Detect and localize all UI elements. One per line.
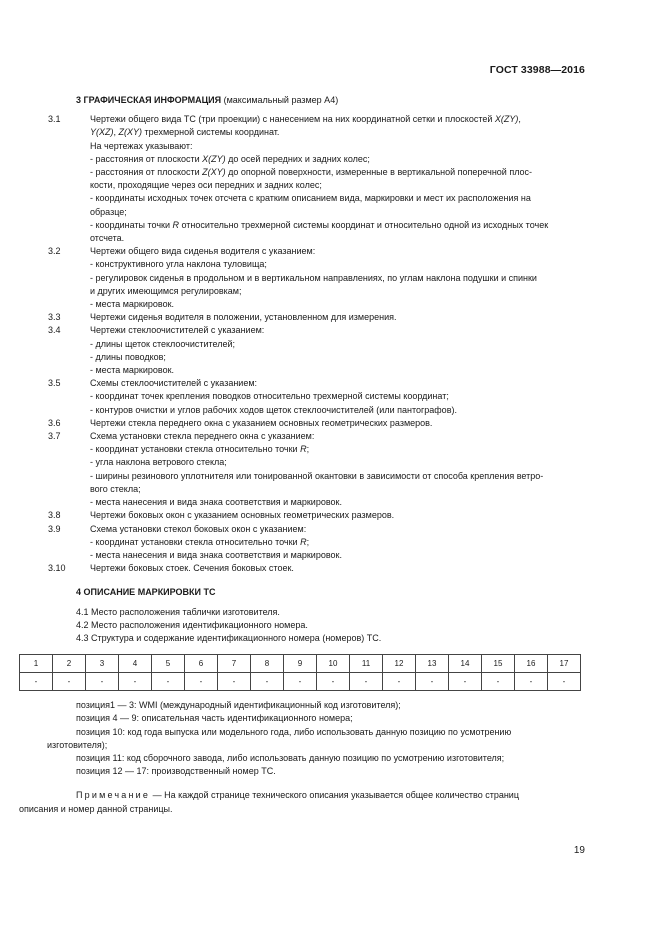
vin-position-cell: 3: [86, 655, 119, 673]
vin-position-cell: 5: [152, 655, 185, 673]
position-line: позиция 4 — 9: описательная часть идентификационного номера;: [76, 713, 353, 724]
section-3-title: [48, 94, 584, 107]
vin-value-cell: -: [251, 673, 284, 691]
section-3-item: [48, 509, 584, 522]
vin-value-cell: -: [416, 673, 449, 691]
position-line: изготовителя);: [47, 739, 108, 750]
section-3-item: [48, 113, 584, 245]
position-line: позиция 10: код года выпуска или модельного года, либо использовать данную позицию по усмотрению: [76, 726, 512, 737]
item-line: - конструктивного угла наклона туловища;: [90, 259, 267, 270]
item-line: и других имеющимся регулировкам;: [90, 285, 242, 296]
item-line: - места нанесения и вида знака соответствия и маркировок.: [90, 497, 342, 508]
item-line: Чертежи сиденья водителя в положении, установленном для измерения.: [90, 312, 397, 323]
item-line: Схемы стеклоочистителей с указанием:: [90, 378, 258, 389]
item-number: 3.1: [48, 114, 61, 125]
item-number: 3.6: [48, 417, 61, 428]
vin-structure-table: [19, 654, 581, 691]
vin-position-cell: 9: [284, 655, 317, 673]
position-line: позиция 11: код сборочного завода, либо использовать данную позицию по усмотрению изготовителя;: [76, 752, 505, 763]
vin-value-cell: -: [350, 673, 383, 691]
vin-position-cell: 6: [185, 655, 218, 673]
vin-position-cell: 8: [251, 655, 284, 673]
positions-block: [48, 699, 584, 778]
item-line: кости, проходящие через оси передних и задних колес;: [90, 180, 322, 191]
item-line: Y(XZ), Z(XY) трехмерной системы координат.: [90, 127, 280, 138]
note-label: Примечание: [76, 790, 151, 801]
item-line: Чертежи боковых стоек. Сечения боковых стоек.: [90, 563, 294, 574]
vin-position-cell: 16: [515, 655, 548, 673]
section-3-subtitle: (максимальный размер А4): [223, 95, 339, 105]
section-4-line-2: 4.2 Место расположения идентификационного номера.: [76, 619, 308, 630]
item-line: - места маркировок.: [90, 299, 175, 310]
item-line: - координат установки стекла относительно точки R;: [90, 444, 310, 455]
section-3-heading: 3 ГРАФИЧЕСКАЯ ИНФОРМАЦИЯ: [76, 95, 222, 105]
vin-position-cell: 10: [317, 655, 350, 673]
item-number: 3.5: [48, 378, 61, 389]
section-4-line-3: 4.3 Структура и содержание идентификационного номера (номеров) ТС.: [76, 632, 382, 643]
item-line: - расстояния от плоскости Z(XY) до опорной поверхности, измеренные в вертикальной поперечной плос-: [90, 167, 533, 178]
item-line: - координат установки стекла относительно точки R;: [90, 536, 310, 547]
section-3-items: [48, 113, 584, 575]
item-line: Схема установки стекла переднего окна с указанием:: [90, 431, 315, 442]
item-line: На чертежах указывают:: [90, 140, 193, 151]
item-line: - координат точек крепления поводков относительно трехмерной системы координат;: [90, 391, 449, 402]
vin-value-cell: -: [86, 673, 119, 691]
vin-value-cell: -: [383, 673, 416, 691]
item-line: Чертежи стеклоочистителей с указанием:: [90, 325, 265, 336]
vin-value-cell: -: [482, 673, 515, 691]
item-number: 3.4: [48, 325, 61, 336]
vin-value-cell: -: [185, 673, 218, 691]
item-line: Чертежи общего вида ТС (три проекции) с нанесением на них координатной сетки и плоскостей X(ZY),: [90, 114, 521, 125]
item-line: - расстояния от плоскости X(ZY) до осей передних и задних колес;: [90, 153, 370, 164]
note-text: — На каждой странице технического описания указывается общее количество страниц: [150, 790, 519, 801]
vin-position-cell: 15: [482, 655, 515, 673]
item-line: - координаты точки R относительно трехмерной системы координат и относительно одной из исходных точек: [90, 219, 549, 230]
vin-value-cell: -: [119, 673, 152, 691]
item-line: Чертежи боковых окон с указанием основных геометрических размеров.: [90, 510, 395, 521]
item-line: - длины щеток стеклоочистителей;: [90, 338, 236, 349]
item-line: - регулировок сиденья в продольном и в вертикальном направлениях, по углам наклона подушки и спинки: [90, 272, 537, 283]
page-number: 19: [573, 845, 585, 856]
vin-value-cell: -: [218, 673, 251, 691]
standard-number: ГОСТ 33988—2016: [489, 64, 585, 76]
vin-value-cell: -: [152, 673, 185, 691]
item-number: 3.3: [48, 312, 61, 323]
vin-value-cell: -: [449, 673, 482, 691]
note-text-continued: описания и номер данной страницы.: [19, 803, 173, 814]
item-number: 3.9: [48, 523, 61, 534]
item-line: Чертежи стекла переднего окна с указанием основных геометрических размеров.: [90, 417, 433, 428]
vin-value-cell: -: [20, 673, 53, 691]
vin-table-header-row: [20, 655, 581, 673]
section-3-item: [48, 377, 584, 417]
item-number: 3.10: [48, 563, 66, 574]
item-line: - места маркировок.: [90, 365, 175, 376]
vin-position-cell: 4: [119, 655, 152, 673]
item-line: отсчета.: [90, 233, 125, 244]
section-4-title: 4 ОПИСАНИЕ МАРКИРОВКИ ТС: [76, 587, 216, 598]
vin-position-cell: 2: [53, 655, 86, 673]
section-3-item: [48, 523, 584, 563]
vin-table-value-row: [20, 673, 581, 691]
item-number: 3.2: [48, 246, 61, 257]
item-line: - ширины резинового уплотнителя или тонированной окантовки в зависимости от способа крепления ветро-: [90, 470, 544, 481]
item-line: - места нанесения и вида знака соответствия и маркировок.: [90, 549, 342, 560]
position-line: позиция1 — 3: WMI (международный идентификационный код изготовителя);: [76, 700, 401, 711]
vin-position-cell: 14: [449, 655, 482, 673]
position-line: позиция 12 — 17: производственный номер ТС.: [76, 766, 276, 777]
vin-position-cell: 17: [548, 655, 581, 673]
section-3-item: [48, 245, 584, 311]
item-line: - длины поводков;: [90, 351, 166, 362]
vin-position-cell: 11: [350, 655, 383, 673]
vin-value-cell: -: [317, 673, 350, 691]
item-line: Чертежи общего вида сиденья водителя с указанием:: [90, 246, 316, 257]
section-3-item: [48, 562, 584, 575]
page-content: [19, 94, 584, 816]
section-3-item: [48, 430, 584, 509]
item-line: - контуров очистки и углов рабочих ходов щеток стеклоочистителей (или пантографов).: [90, 404, 457, 415]
section-3-item: [48, 324, 584, 377]
section-3-item: [48, 311, 584, 324]
vin-position-cell: 1: [20, 655, 53, 673]
item-line: - координаты исходных точек отсчета с кратким описанием вида, маркировки и мест их расположения на: [90, 193, 531, 204]
vin-position-cell: 7: [218, 655, 251, 673]
item-line: вого стекла;: [90, 483, 141, 494]
item-number: 3.7: [48, 431, 61, 442]
item-line: образце;: [90, 206, 127, 217]
vin-value-cell: -: [284, 673, 317, 691]
vin-value-cell: -: [53, 673, 86, 691]
vin-value-cell: -: [515, 673, 548, 691]
vin-position-cell: 13: [416, 655, 449, 673]
section-3-item: [48, 417, 584, 430]
section-4-line-1: 4.1 Место расположения таблички изготовителя.: [76, 606, 280, 617]
item-line: - угла наклона ветрового стекла;: [90, 457, 227, 468]
vin-position-cell: 12: [383, 655, 416, 673]
item-line: Схема установки стекол боковых окон с указанием:: [90, 523, 307, 534]
note: [48, 789, 584, 802]
vin-value-cell: -: [548, 673, 581, 691]
item-number: 3.8: [48, 510, 61, 521]
